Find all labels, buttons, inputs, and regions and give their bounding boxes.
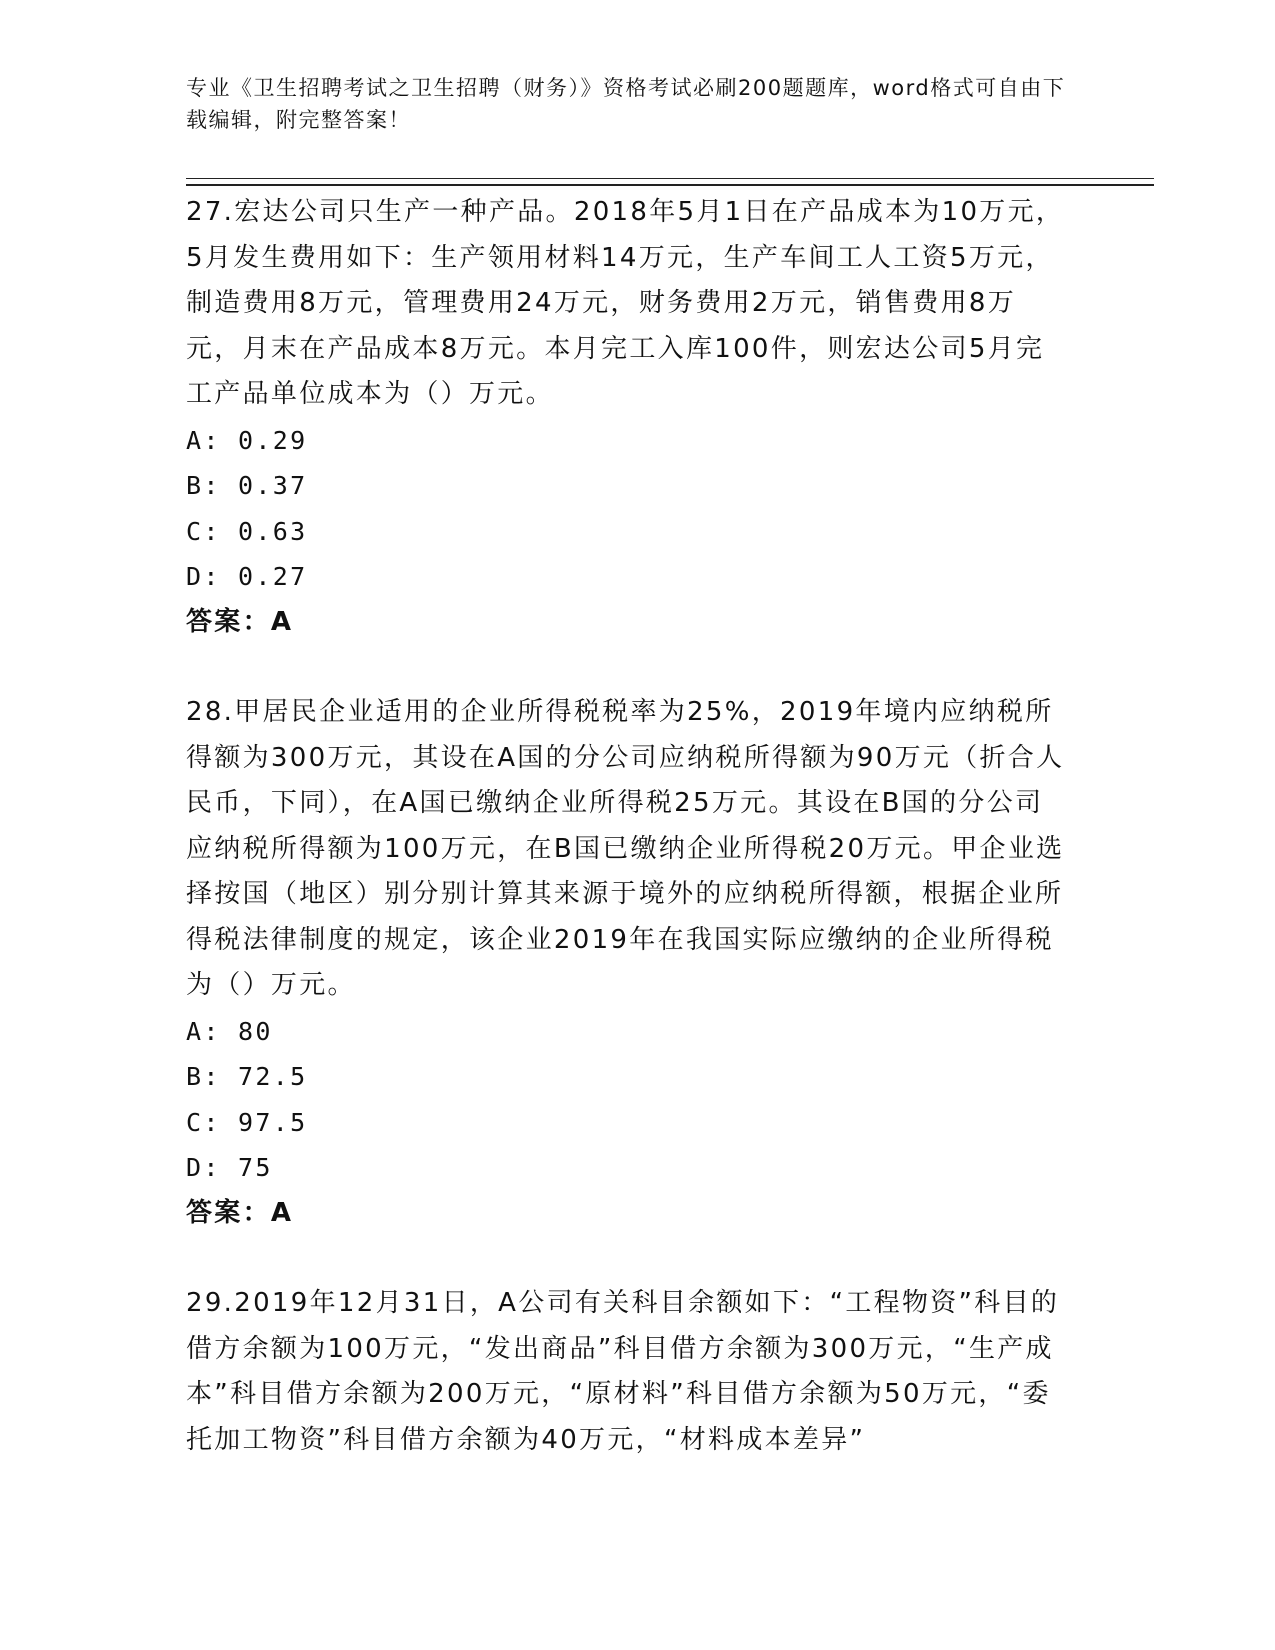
option-a: A: 0.29 <box>186 425 308 455</box>
option-a: A: 80 <box>186 1016 273 1046</box>
option-c: C: 0.63 <box>186 516 308 546</box>
document-header <box>186 72 1066 136</box>
question-stem: 29.2019年12月31日，A公司有关科目余额如下：“工程物资”科目的借方余额为100万元，“发出商品”科目借方余额为300万元，“生产成本”科目借方余额为200万元，“原材料”科目借方余额为50万元，“委托加工物资”科目借方余额为40万元，“材料成本差异” <box>186 1288 1060 1455</box>
option-d: D: 0.27 <box>186 562 308 591</box>
answer-line: 答案：A <box>186 1197 294 1228</box>
option-c: C: 97.5 <box>186 1107 308 1137</box>
answer-line: 答案：A <box>186 606 294 637</box>
question-spacer <box>186 645 1066 690</box>
question-29 <box>186 1281 1066 1463</box>
question-spacer <box>186 1236 1066 1281</box>
question-27 <box>186 190 1066 645</box>
question-stem: 28.甲居民企业适用的企业所得税税率为25%，2019年境内应纳税所得额为300万元，其设在A国的分公司应纳税所得额为90万元（折合人民币，下同），在A国已缴纳企业所得税25万元。其设在B国的分公司应纳税所得额为100万元，在B国已缴纳企业所得税20万元。甲企业选择按国（地区）别分别计算其来源于境外的应纳税所得额，根据企业所得税法律制度的规定，该企业2019年在我国实际应缴纳的企业所得税为（）万元。 <box>186 697 1065 1000</box>
question-list <box>186 190 1066 1463</box>
option-d: D: 75 <box>186 1153 273 1182</box>
option-b: B: 0.37 <box>186 471 308 500</box>
header-divider <box>186 178 1154 186</box>
option-b: B: 72.5 <box>186 1062 308 1091</box>
question-stem: 27.宏达公司只生产一种产品。2018年5月1日在产品成本为10万元，5月发生费用如下：生产领用材料14万元，生产车间工人工资5万元，制造费用8万元，管理费用24万元，财务费用2万元，销售费用8万元，月末在产品成本8万元。本月完工入库100件，则宏达公司5月完工产品单位成本为（）万元。 <box>186 197 1065 409</box>
document-title: 专业《卫生招聘考试之卫生招聘（财务）》资格考试必刷200题题库，word格式可自由下载编辑，附完整答案！ <box>186 76 1066 132</box>
question-28 <box>186 690 1066 1236</box>
